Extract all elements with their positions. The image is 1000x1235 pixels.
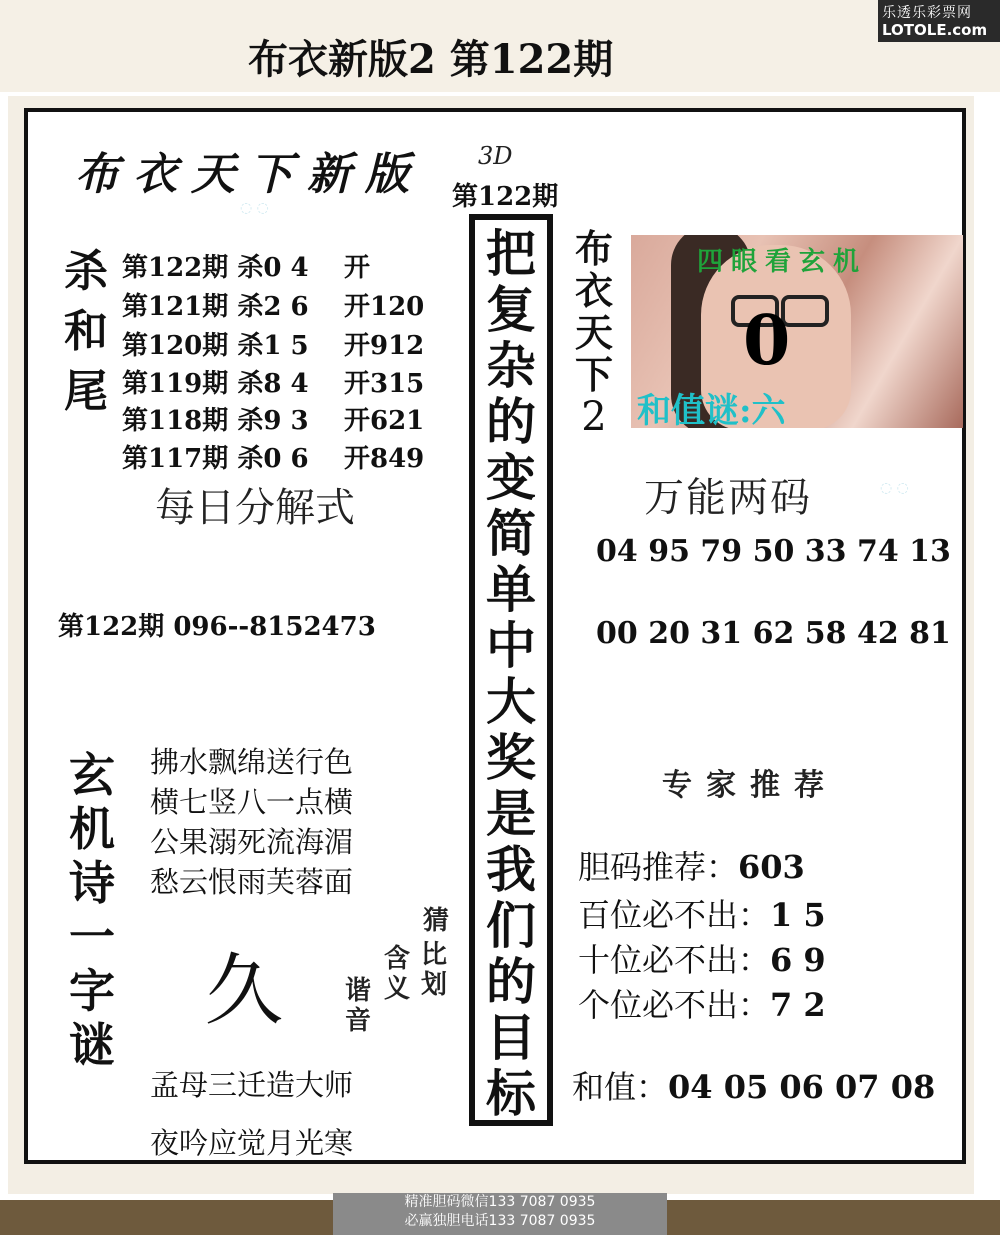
daily-formula — [58, 606, 376, 643]
poem-lines — [150, 742, 353, 902]
kill-issue: 第121期 杀2 6 — [122, 292, 309, 322]
kill-open: 开120 — [344, 292, 425, 322]
kill-open: 开849 — [344, 444, 425, 474]
right-brand — [566, 228, 622, 438]
codes-line: 00 20 31 62 58 42 81 — [596, 616, 951, 651]
poem-line: 愁云恨雨芙蓉面 — [150, 865, 354, 899]
contact-wechat: 精准胆码微信133 7087 0935 — [404, 1194, 596, 1210]
daily-issue: 第122期 — [58, 612, 165, 642]
recommend-value: 603 — [738, 848, 805, 886]
daily-title: 每日分解式 — [155, 485, 355, 531]
kill-open: 开621 — [344, 406, 425, 436]
hint-homophone: 谐音 — [344, 976, 371, 1036]
sum-value: 04 05 06 07 08 — [668, 1068, 936, 1106]
kill-issue: 第120期 杀1 5 — [122, 331, 309, 361]
recommend-label: 个位必不出： — [578, 986, 771, 1024]
poem-label: 玄机诗一字谜 — [69, 748, 115, 1072]
contact-note — [333, 1193, 667, 1235]
center-slogan: 把复杂的变简单中大奖是我们的目标 — [486, 224, 536, 1123]
recommend-row — [578, 935, 826, 981]
hint-meaning: 含义 — [383, 944, 410, 1004]
photo-caption: 四眼看玄机 — [697, 247, 868, 277]
right-brand-text: 布衣天下 — [574, 226, 613, 397]
universal-title: 万能两码 — [644, 475, 812, 521]
watermark-domain: LOTOLE.com — [882, 21, 988, 39]
poem-line: 公果溺死流海湄 — [150, 825, 354, 859]
verse-line: 夜吟应觉月光寒 — [150, 1126, 354, 1160]
brand-title: 布衣天下新版 — [75, 149, 423, 200]
sum-line — [572, 1062, 935, 1108]
recommend-label: 百位必不出： — [578, 896, 771, 934]
right-brand-number: 2 — [581, 394, 607, 440]
daily-value: 096--8152473 — [173, 612, 376, 642]
kill-issue: 第118期 杀9 3 — [122, 406, 309, 436]
poem-line: 横七竖八一点横 — [150, 785, 354, 819]
verse-line: 孟母三迁造大师 — [150, 1068, 354, 1102]
riddle-answer: 久 — [205, 946, 284, 1036]
faint-watermark: ◌ ◌ — [880, 480, 909, 496]
recommend-row — [578, 890, 826, 936]
kill-issue: 第122期 杀0 4 — [122, 253, 309, 283]
recommend-row — [578, 842, 805, 888]
watermark-chinese: 乐透乐彩票网 — [882, 5, 972, 21]
kill-row — [122, 247, 370, 285]
recommend-label: 十位必不出： — [578, 941, 771, 979]
recommend-value: 7 2 — [770, 986, 826, 1024]
kill-row — [122, 363, 424, 401]
photo-number: 0 — [743, 301, 791, 381]
kill-row — [122, 438, 424, 476]
lottery-type-tag: 3D — [478, 142, 513, 170]
kill-open: 开315 — [344, 369, 425, 399]
page-title: 布衣新版2 第122期 — [248, 36, 614, 83]
hint-strokes: 比划 — [420, 940, 447, 1000]
contact-phone: 必赢独胆电话133 7087 0935 — [404, 1213, 596, 1229]
photo-sum-riddle: 和值谜:六 — [637, 391, 786, 428]
codes-line: 04 95 79 50 33 74 13 — [596, 534, 951, 569]
verse — [150, 1056, 353, 1172]
kill-issue: 第117期 杀0 6 — [122, 444, 309, 474]
site-watermark[interactable] — [878, 0, 1000, 42]
kill-row — [122, 400, 424, 438]
kill-issue: 第119期 杀8 4 — [122, 369, 309, 399]
sum-label: 和值： — [572, 1068, 669, 1106]
issue-number: 第122期 — [452, 182, 559, 212]
kill-row — [122, 286, 424, 324]
kill-row — [122, 325, 424, 363]
kill-open: 开 — [344, 253, 371, 283]
recommend-label: 胆码推荐： — [578, 848, 739, 886]
expert-title: 专家推荐 — [662, 768, 838, 803]
recommend-row — [578, 980, 826, 1026]
poem-line: 拂水飘绵送行色 — [150, 745, 354, 779]
recommend-value: 1 5 — [770, 896, 826, 934]
kill-open: 开912 — [344, 331, 425, 361]
recommend-value: 6 9 — [770, 941, 826, 979]
kill-tail-label: 杀和尾 — [64, 246, 108, 417]
faint-watermark: ◌ ◌ — [240, 200, 269, 216]
model-photo — [631, 235, 963, 428]
hint-guess: 猜 — [422, 906, 449, 936]
